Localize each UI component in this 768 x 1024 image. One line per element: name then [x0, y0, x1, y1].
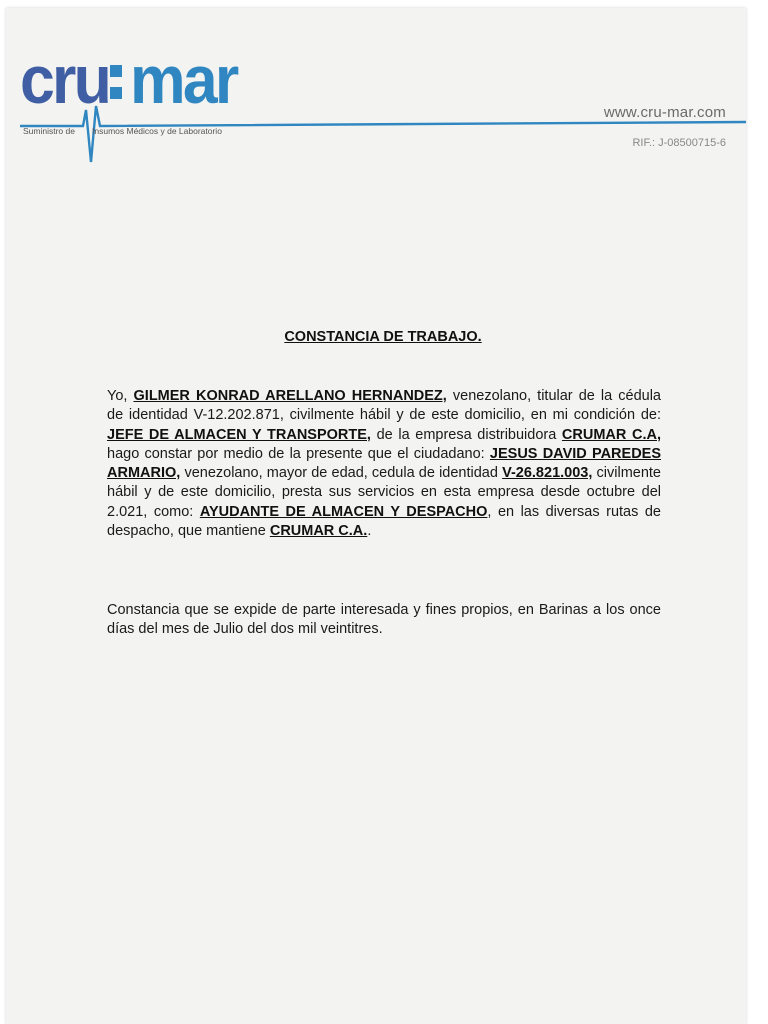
employee-id: V-26.821.003,	[502, 465, 593, 482]
company-website: www.cru-mar.com	[603, 104, 726, 121]
certificate-paragraph: Yo, GILMER KONRAD ARELLANO HERNANDEZ, venezolano, titular de la cédula de identidad V-12.202.871, civilmente hábil y de este domicilio, en mi condición de: JEFE DE ALMACEN Y TRANSPORTE, de la empresa distribuidora CRUMAR C.A, hago constar por medio de la presente que el ciudadano: JESUS DAVID PAREDES ARMARIO, venezolano, mayor de edad, cedula de identidad V-26.821.003, civilmente hábil y de este domicilio, presta sus servicios en esta empresa desde octubre del 2.021, como: AYUDANTE DE ALMACEN Y DESPACHO, en las diversas rutas de despacho, que mantiene CRUMAR C.A..	[107, 388, 662, 540]
issuer-position: JEFE DE ALMACEN Y TRANSPORTE,	[107, 426, 371, 443]
employee-name: JESUS DAVID PAREDES ARMARIO,	[107, 445, 662, 482]
company-name-closing: CRUMAR C.A.	[269, 523, 368, 540]
issuer-name: GILMER KONRAD ARELLANO HERNANDEZ,	[133, 388, 447, 404]
tagline-part-b: Insumos Médicos y de Laboratorio	[92, 126, 222, 136]
document-title: CONSTANCIA DE TRABAJO.	[284, 329, 482, 345]
logo-text-cru: cru	[20, 42, 110, 118]
company-name: CRUMAR C.A,	[561, 426, 661, 443]
closing-paragraph: Constancia que se expide de parte interesada y fines propios, en Barinas a los once días del mes de Julio del dos mil veintitres.	[107, 602, 661, 638]
letterhead	[6, 8, 746, 178]
company-rif: RIF.: J-08500715-6	[632, 137, 726, 149]
employee-role: AYUDANTE DE ALMACEN Y DESPACHO	[199, 503, 488, 520]
tagline-part-a: Suministro de	[23, 126, 75, 136]
logo-colon-mark	[110, 61, 124, 103]
logo-text-mar: mar	[130, 42, 237, 118]
